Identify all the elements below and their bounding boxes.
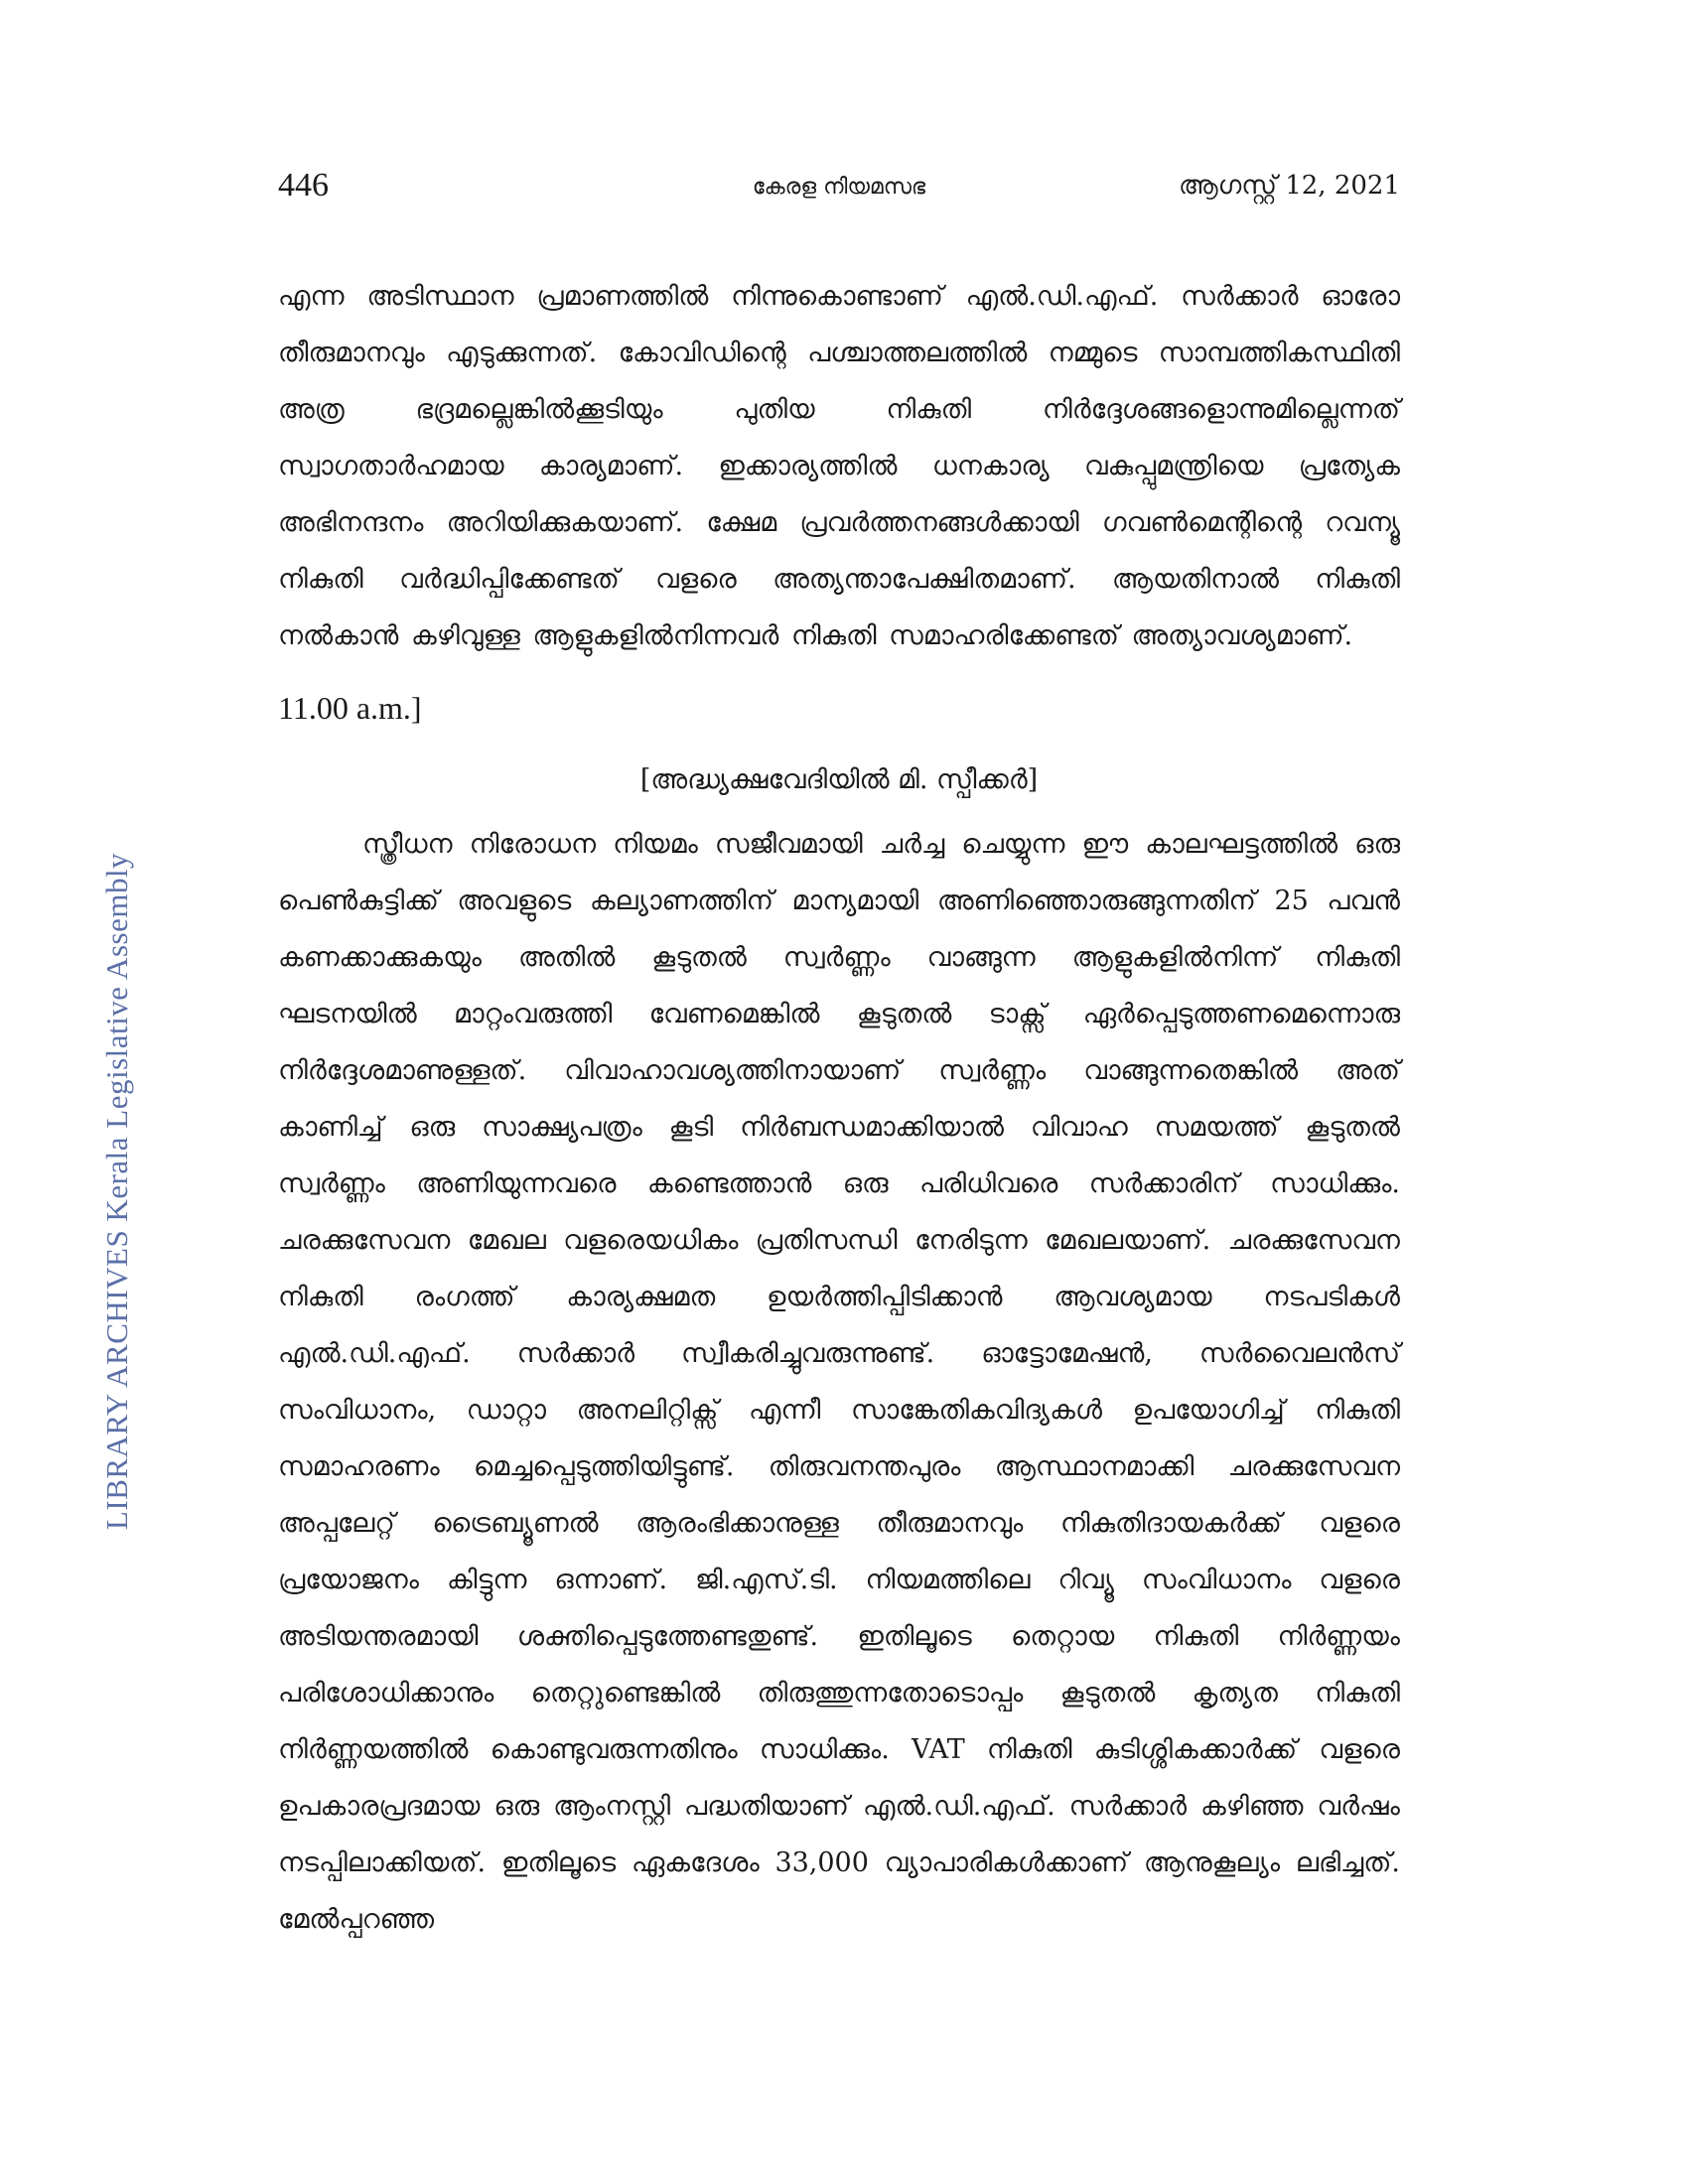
archive-watermark: LIBRARY ARCHIVES Kerala Legislative Assembly — [99, 852, 134, 1531]
page-body — [278, 268, 1400, 1948]
time-stamp: 11.00 a.m.] — [278, 690, 422, 726]
paragraph-continuation: എന്ന അടിസ്ഥാന പ്രമാണത്തിൽ നിന്നുകൊണ്ടാണ് എൽ.ഡി.എഫ്. സർക്കാർ ഓരോ തീരുമാനവും എടുക്കുന്നത്. കോവിഡിന്റെ പശ്ചാത്തലത്തിൽ നമ്മുടെ സാമ്പത്തികസ്ഥിതി അത്ര ഭദ്രമല്ലെങ്കിൽക്കൂടിയും പുതിയ നികുതി നിർദ്ദേശങ്ങളൊന്നുമില്ലെന്നത് സ്വാഗതാർഹമായ കാര്യമാണ്. ഇക്കാര്യത്തിൽ ധനകാര്യ വകുപ്പുമന്ത്രിയെ പ്രത്യേക അഭിനന്ദനം അറിയിക്കുകയാണ്. ക്ഷേമ പ്രവർത്തനങ്ങൾക്കായി ഗവൺമെന്റിന്റെ റവന്യൂ നികുതി വർദ്ധിപ്പിക്കേണ്ടത് വളരെ അത്യന്താപേക്ഷിതമാണ്. ആയതിനാൽ നികുതി നൽകാൻ കഴിവുള്ള ആളുകളിൽനിന്നവർ നികുതി സമാഹരിക്കേണ്ടത് അത്യാവശ്യമാണ്. — [278, 281, 1400, 651]
page-header — [278, 167, 1400, 216]
chair-note: [അദ്ധ്യക്ഷവേദിയിൽ മി. സ്പീക്കർ] — [639, 764, 1039, 795]
paragraph-speech: സ്ത്രീധന നിരോധന നിയമം സജീവമായി ചർച്ച ചെയ്യുന്ന ഈ കാലഘട്ടത്തിൽ ഒരു പെൺകുട്ടിക്ക് അവളുടെ കല്യാണത്തിന് മാന്യമായി അണിഞ്ഞൊരുങ്ങുന്നതിന് 25 പവൻ കണക്കാക്കുകയും അതിൽ കൂടുതൽ സ്വർണ്ണം വാങ്ങുന്ന ആളുകളിൽനിന്ന് നികുതി ഘടനയിൽ മാറ്റംവരുത്തി വേണമെങ്കിൽ കൂടുതൽ ടാക്സ് ഏർപ്പെടുത്തണമെന്നൊരു നിർദ്ദേശമാണുള്ളത്. വിവാഹാവശ്യത്തിനായാണ് സ്വർണ്ണം വാങ്ങുന്നതെങ്കിൽ അത് കാണിച്ച് ഒരു സാക്ഷ്യപത്രം കൂടി നിർബന്ധമാക്കിയാൽ വിവാഹ സമയത്ത് കൂടുതൽ സ്വർണ്ണം അണിയുന്നവരെ കണ്ടെത്താൻ ഒരു പരിധിവരെ സർക്കാരിന് സാധിക്കും. ചരക്കുസേവന മേഖല വളരെയധികം പ്രതിസന്ധി നേരിടുന്ന മേഖലയാണ്. ചരക്കുസേവന നികുതി രംഗത്ത് കാര്യക്ഷമത ഉയർത്തിപ്പിടിക്കാൻ ആവശ്യമായ നടപടികൾ എൽ.ഡി.എഫ്. സർക്കാർ സ്വീകരിച്ചുവരുന്നുണ്ട്. ഓട്ടോമേഷൻ, സർവൈലൻസ് സംവിധാനം, ഡാറ്റാ അനലിറ്റിക്സ് എന്നീ സാങ്കേതികവിദ്യകൾ ഉപയോഗിച്ച് നികുതി സമാഹരണം മെച്ചപ്പെടുത്തിയിട്ടുണ്ട്. തിരുവനന്തപുരം ആസ്ഥാനമാക്കി ചരക്കുസേവന അപ്പലേറ്റ് ട്രൈബ്യൂണൽ ആരംഭിക്കാനുള്ള തീരുമാനവും നികുതിദായകർക്ക് വളരെ പ്രയോജനം കിട്ടുന്ന ഒന്നാണ്. ജി.എസ്.ടി. നിയമത്തിലെ റിവ്യൂ സംവിധാനം വളരെ അടിയന്തരമായി ശക്തിപ്പെടുത്തേണ്ടതുണ്ട്. ഇതിലൂടെ തെറ്റായ നികുതി നിർണ്ണയം പരിശോധിക്കാനും തെറ്റുണ്ടെങ്കിൽ തിരുത്തുന്നതോടൊപ്പം കൂടുതൽ കൃത്യത നികുതി നിർണ്ണയത്തിൽ കൊണ്ടുവരുന്നതിനും സാധിക്കും. VAT നികുതി കുടിശ്ശികക്കാർക്ക് വളരെ ഉപകാരപ്രദമായ ഒരു ആംനസ്റ്റി പദ്ധതിയാണ് എൽ.ഡി.എഫ്. സർക്കാർ കഴിഞ്ഞ വർഷം നടപ്പിലാക്കിയത്. ഇതിലൂടെ ഏകദേശം 33,000 വ്യാപാരികൾക്കാണ് ആനുകൂല്യം ലഭിച്ചത്. മേൽപ്പറഞ്ഞ — [278, 829, 1400, 1935]
header-date: ആഗസ്റ്റ് 12, 2021 — [1179, 171, 1400, 201]
running-title: കേരള നിയമസഭ — [752, 175, 926, 200]
page-number: 446 — [278, 167, 329, 204]
